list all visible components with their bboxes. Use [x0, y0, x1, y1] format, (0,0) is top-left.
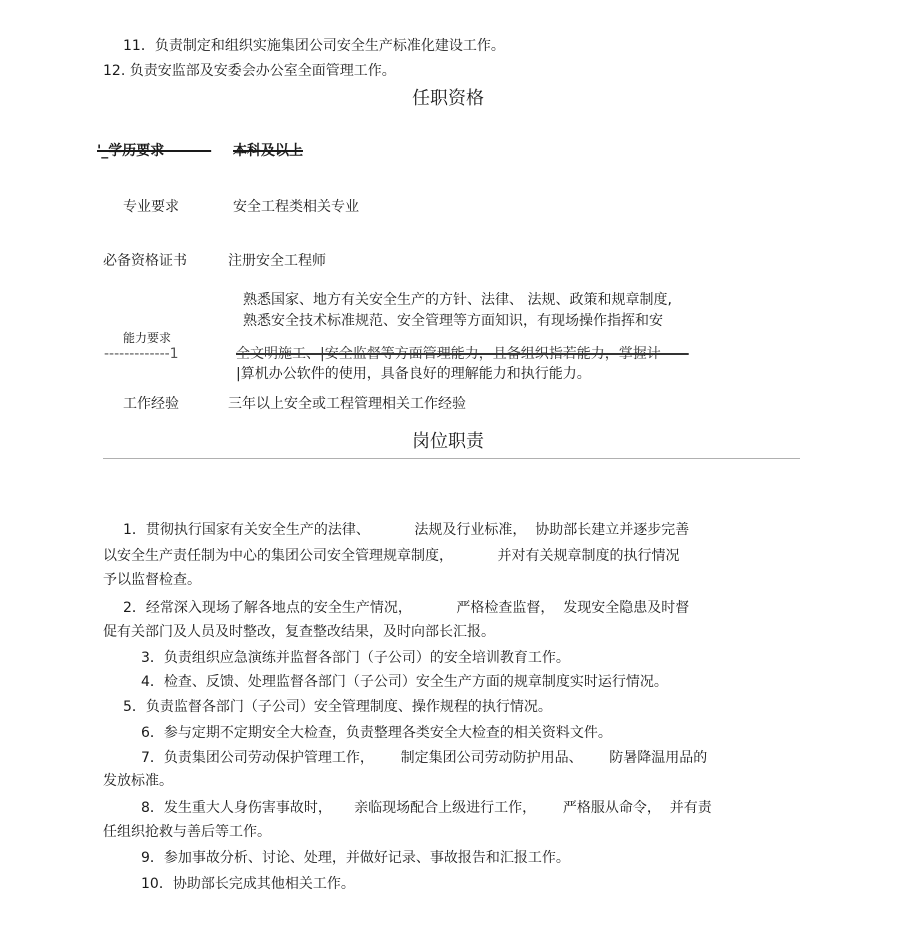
experience-label: 工作经验	[123, 396, 179, 412]
duty-item-7-line-1: 7．负责集团公司劳动保护管理工作， 制定集团公司劳动防护用品、 防暑降温用品的	[141, 750, 708, 766]
ability-label: 能力要求	[123, 331, 172, 345]
duty-item-12: 12. 负责安监部及安委会办公室全面管理工作。	[103, 63, 396, 79]
section-divider	[103, 458, 800, 459]
duty-item-6: 6．参与定期不定期安全大检查，负责整理各类安全大检查的相关资料文件。	[141, 725, 612, 741]
duty-item-9: 9．参加事故分析、讨论、处理，并做好记录、事故报告和汇报工作。	[141, 850, 570, 866]
duty-item-1-line-3: 予以监督检查。	[103, 572, 201, 588]
major-label: 专业要求	[123, 199, 179, 215]
ability-divider-dashes: -------------1	[104, 346, 179, 362]
ability-text-line-1: 熟悉国家、地方有关安全生产的方针、法律、 法规、政策和规章制度,	[243, 292, 672, 308]
certificate-value: 注册安全工程师	[228, 253, 326, 269]
duty-item-1-line-1: 1．贯彻执行国家有关安全生产的法律、 法规及行业标准， 协助部长建立并逐步完善	[123, 522, 690, 538]
duty-item-2-line-2: 促有关部门及人员及时整改，复查整改结果，及时向部长汇报。	[103, 624, 495, 640]
ability-text-line-2: 熟悉安全技术标准规范、安全管理等方面知识，有现场操作指挥和安	[243, 313, 663, 329]
duty-item-7-line-2: 发放标准。	[103, 773, 173, 789]
ability-text-line-4: |算机办公软件的使用，具备良好的理解能力和执行能力。	[236, 366, 591, 382]
duties-title: 岗位职责	[412, 431, 484, 452]
education-label: '_学历要求 ———	[97, 143, 212, 159]
duty-item-8-line-2: 任组织抢救与善后等工作。	[103, 824, 271, 840]
duty-item-11: 11．负责制定和组织实施集团公司安全生产标准化建设工作。	[123, 38, 505, 54]
duty-item-10: 10．协助部长完成其他相关工作。	[141, 876, 355, 892]
duty-item-5: 5．负责监督各部门（子公司）安全管理制度、操作规程的执行情况。	[123, 699, 552, 715]
education-value: 本科及以上	[233, 143, 303, 159]
duty-item-8-line-1: 8．发生重大人身伤害事故时， 亲临现场配合上级进行工作， 严格服从命令， 并有责	[141, 800, 712, 816]
major-value: 安全工程类相关专业	[233, 199, 359, 215]
duty-item-4: 4．检查、反馈、处理监督各部门（子公司）安全生产方面的规章制度实时运行情况。	[141, 674, 668, 690]
qualifications-title: 任职资格	[412, 88, 484, 109]
certificate-label: 必备资格证书	[103, 253, 187, 269]
ability-text-line-3: 全文明施工、|安全监督等方面管理能力，且备组织指若能力，掌握计——	[236, 346, 689, 362]
duty-item-1-line-2: 以安全生产责任制为中心的集团公司安全管理规章制度， 并对有关规章制度的执行情况	[103, 548, 680, 564]
duty-item-3: 3．负责组织应急演练并监督各部门（子公司）的安全培训教育工作。	[141, 650, 570, 666]
experience-value: 三年以上安全或工程管理相关工作经验	[228, 396, 466, 412]
duty-item-2-line-1: 2．经常深入现场了解各地点的安全生产情况， 严格检查监督， 发现安全隐患及时督	[123, 600, 690, 616]
